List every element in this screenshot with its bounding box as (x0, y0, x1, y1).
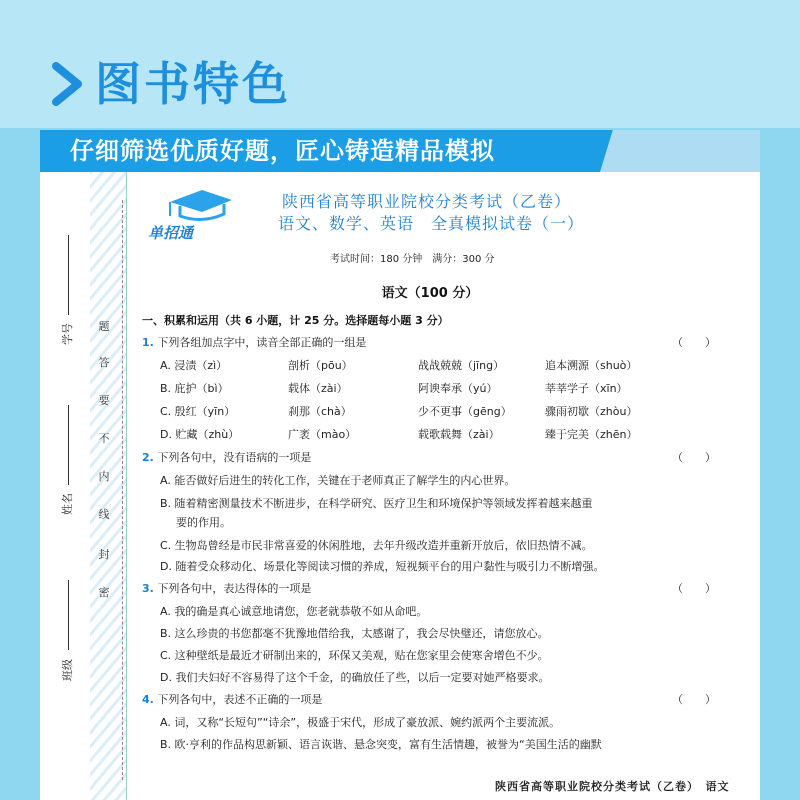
option-line: B. 这么珍贵的书您都毫不犹豫地借给我，太感谢了，我会尽快璧还，请您放心。 (160, 627, 549, 640)
option-cell: 战战兢兢（jīng） (418, 359, 505, 372)
label-name: 姓名 (61, 493, 74, 515)
option-line: C. 这种壁纸是最近才研制出来的，环保又美观，贴在您家里会使寒舍增色不少。 (160, 649, 549, 662)
option-line: D. 随着受众移动化、场景化等阅读习惯的养成，短视频平台的用户黏性与吸引力不断增强。 (160, 560, 605, 573)
answer-paren: （ ） (672, 693, 716, 706)
page-footer: 陕西省高等职业院校分类考试（乙卷） 语文 (495, 780, 730, 793)
option-cell: 骤雨初歇（zhòu） (545, 405, 638, 418)
page-title: 图书特色 (95, 57, 291, 111)
id-line (68, 235, 69, 315)
option-cell: 刹那（chà） (288, 405, 352, 418)
option-line: D. 我们夫妇好不容易得了这个千金，的确放任了些，以后一定要对她严格要求。 (160, 671, 550, 684)
seal-char: 封 (98, 548, 110, 561)
answer-paren: （ ） (672, 336, 716, 349)
option-cell: B. 庇护（bì） (160, 382, 229, 395)
exam-meta: 考试时间：180 分钟 满分：300 分 (330, 254, 495, 265)
option-line: A. 我的确是真心诚意地请您，您老就恭敬不如从命吧。 (160, 605, 428, 618)
option-cell: A. 浸渍（zì） (160, 359, 228, 372)
strip-border (126, 172, 127, 800)
seal-char: 答 (98, 356, 110, 369)
seal-char: 线 (98, 508, 110, 521)
question-number: 1. (142, 336, 154, 349)
question-text: 下列各组加点字中，读音全部正确的一组是 (157, 336, 367, 349)
option-cell: 广袤（mào） (288, 428, 357, 441)
option-cell: 载歌载舞（zài） (418, 428, 500, 441)
option-cell: C. 殷红（yīn） (160, 405, 236, 418)
name-line (68, 405, 69, 485)
question-text: 下列各句中，表达得体的一项是 (157, 582, 312, 595)
logo-text: 单招通 (148, 224, 194, 242)
seal-char: 密 (98, 586, 110, 599)
question-text: 下列各句中，表述不正确的一项是 (157, 693, 323, 706)
option-cell: 载体（zài） (288, 382, 348, 395)
label-class: 班级 (61, 659, 74, 681)
question-3-stem (142, 580, 311, 596)
option-line: C. 生物岛曾经是市民非常喜爱的休闲胜地，去年升级改造并重新开放后，依旧热情不减。 (160, 539, 593, 552)
label-student-id: 学号 (61, 323, 74, 345)
seal-char: 不 (98, 432, 110, 445)
seal-char: 要 (98, 394, 110, 407)
exam-title-line1: 陕西省高等职业院校分类考试（乙卷） (282, 192, 572, 211)
option-line: 要的作用。 (176, 516, 231, 529)
option-cell: 追本溯源（shuò） (545, 359, 638, 372)
answer-paren: （ ） (672, 451, 716, 464)
question-number: 4. (142, 693, 154, 706)
option-cell: 剖析（pōu） (288, 359, 353, 372)
chevron-right-icon (50, 62, 86, 106)
option-line: A. 词，又称“长短句”“诗余”，极盛于宋代，形成了豪放派、婉约派两个主要流派。 (160, 716, 561, 729)
question-4-stem (142, 691, 322, 707)
seal-char: 题 (98, 320, 110, 333)
banner-text: 仔细筛选优质好题，匠心铸造精品模拟 (70, 137, 495, 165)
binding-strip (90, 172, 126, 800)
option-line: B. 欧·亨利的作品构思新颖、语言诙谐、悬念突变，富有生活情趣，被誉为“美国生活的幽默 (160, 738, 602, 751)
option-cell: 少不更事（gēng） (418, 405, 512, 418)
option-cell: 阿谀奉承（yú） (418, 382, 498, 395)
question-1-stem (142, 334, 366, 350)
section-heading: 一、积累和运用（共 6 小题，计 25 分。选择题每小题 3 分） (142, 314, 449, 327)
option-line: B. 随着精密测量技术不断进步，在科学研究、医疗卫生和环境保护等领域发挥着越来越重 (160, 497, 593, 510)
option-cell: 莘莘学子（xīn） (545, 382, 628, 395)
option-line: A. 能否做好后进生的转化工作，关键在于老师真正了解学生的内心世界。 (160, 474, 516, 487)
question-text: 下列各句中，没有语病的一项是 (157, 451, 312, 464)
question-2-stem (142, 449, 311, 465)
question-number: 3. (142, 582, 154, 595)
answer-paren: （ ） (672, 582, 716, 595)
question-number: 2. (142, 451, 154, 464)
subject-heading: 语文（100 分） (381, 286, 479, 301)
seal-char: 内 (98, 470, 110, 483)
exam-title-line2: 语文、数学、英语 全真模拟试卷（一） (278, 214, 585, 233)
option-cell: 臻于完美（zhēn） (545, 428, 638, 441)
option-cell: D. 贮藏（zhù） (160, 428, 240, 441)
class-line (68, 580, 69, 650)
